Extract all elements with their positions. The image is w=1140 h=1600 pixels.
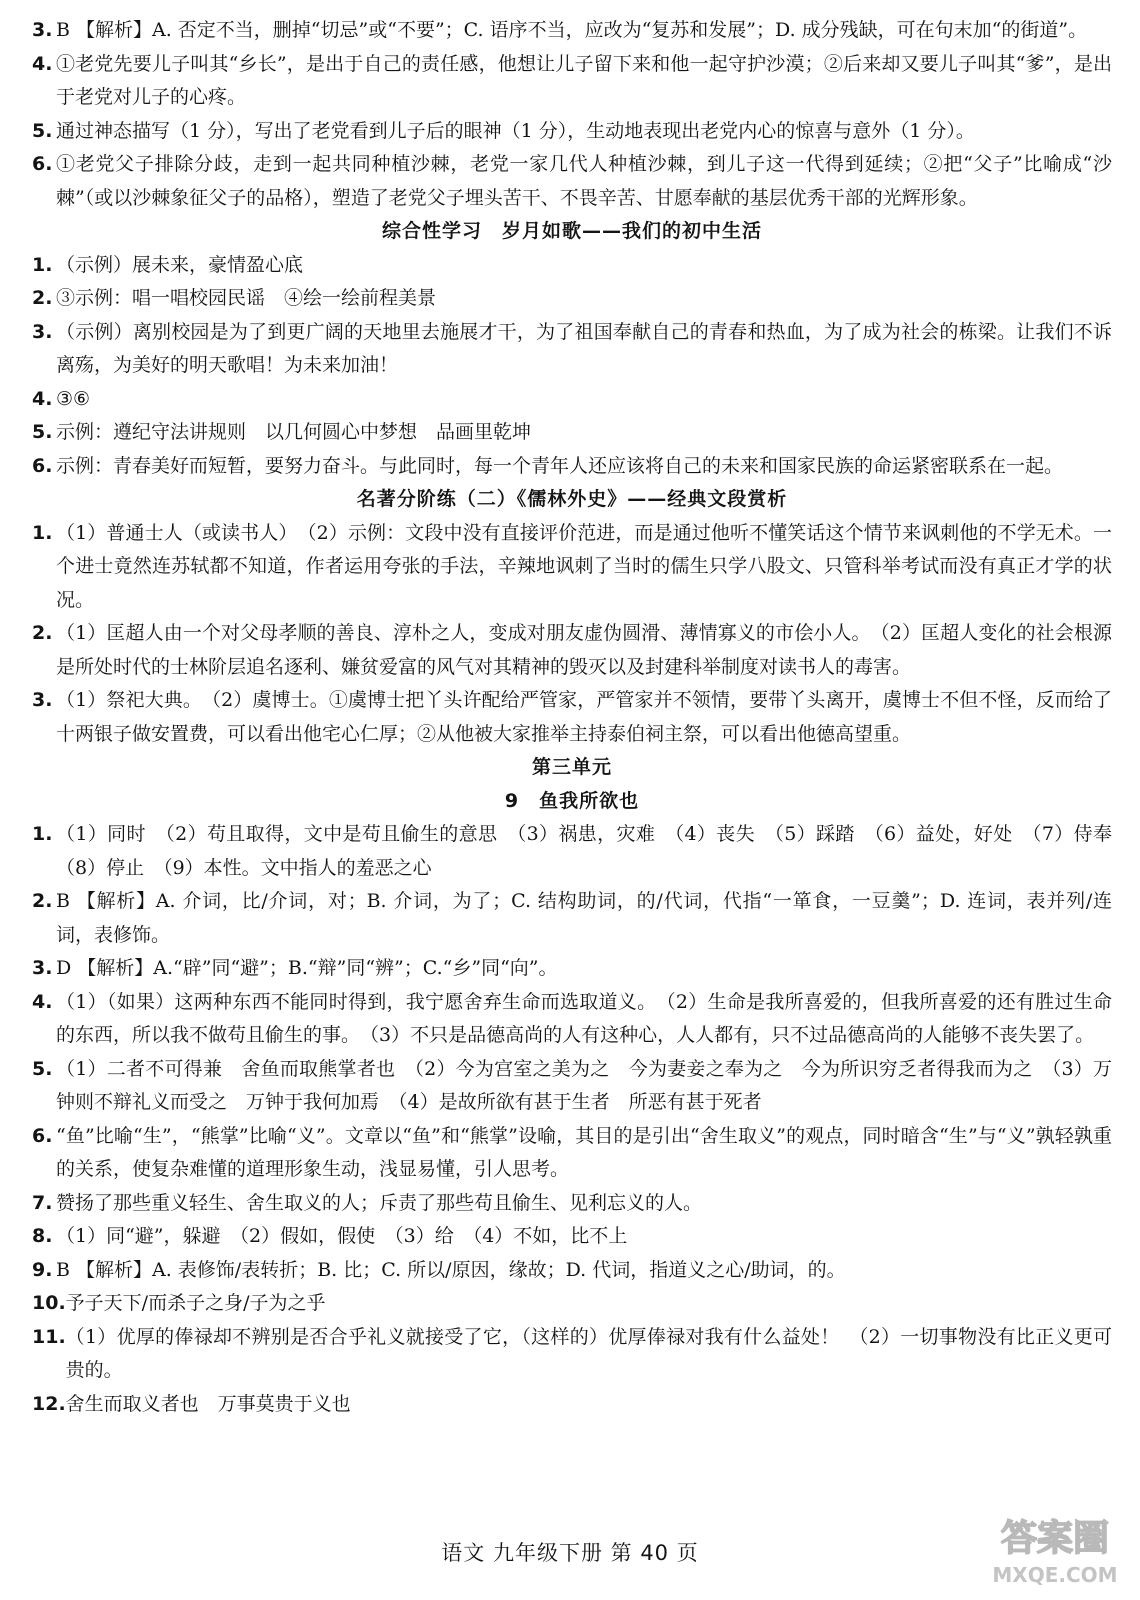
answer-number: 4. — [32, 990, 53, 1013]
answer-text: 予子天下/而杀子之身/子为之乎 — [65, 1292, 326, 1314]
answer-number: 5. — [32, 1057, 53, 1080]
answer-number: 7. — [32, 1191, 53, 1214]
answer-number: 1. — [32, 521, 53, 544]
answer-text: 示例：遵纪守法讲规则 以几何圆心中梦想 品画里乾坤 — [56, 421, 532, 443]
answer-text: B 【解析】A. 表修饰/表转折；B. 比；C. 所以/原因，缘故；D. 代词，指道义之心/助词，的。 — [56, 1258, 846, 1281]
answer-number: 4. — [32, 52, 53, 75]
answer-item — [32, 1187, 1112, 1221]
answer-number: 2. — [32, 890, 53, 912]
answer-item — [32, 1220, 1112, 1254]
page-footer — [0, 1537, 1140, 1567]
answer-item — [32, 952, 1112, 986]
watermark-text: 答案圈 — [1000, 1518, 1110, 1559]
answer-number: 2. — [32, 622, 53, 644]
answer-text: B 【解析】A. 介词，比/介词，对；B. 介词，为了；C. 结构助词，的/代词，代指“一箪食，一豆羹”；D. 连词，表并列/连词，表修饰。 — [56, 890, 1112, 946]
answer-text: （示例）离别校园是为了到更广阔的天地里去施展才干，为了祖国奉献自己的青春和热血，为了成为社会的栋梁。让我们不诉离殇，为美好的明天歌唱！为未来加油！ — [56, 320, 1112, 376]
answer-text: “鱼”比喻“生”，“熊掌”比喻“义”。文章以“鱼”和“熊掌”设喻，其目的是引出“舍生取义”的观点，同时暗含“生”与“义”孰轻孰重的关系，使复杂难懂的道理形象生动，浅显易懂，引人思考。 — [56, 1124, 1112, 1180]
answer-item — [32, 48, 1112, 115]
answer-item — [32, 316, 1112, 383]
answer-item — [32, 115, 1112, 149]
answer-item — [32, 416, 1112, 450]
answer-text: ①老党先要儿子叫其“乡长”，是出于自己的责任感，他想让儿子留下来和他一起守护沙漠；②后来却又要儿子叫其“爹”，是出于老党对儿子的心疼。 — [56, 52, 1112, 108]
answer-number: 6. — [32, 153, 53, 175]
answer-text: （示例）展未来，豪情盈心底 — [56, 253, 304, 276]
answer-number: 3. — [32, 19, 53, 41]
answer-text: （1）优厚的俸禄却不辨别是否合乎礼义就接受了它，（这样的）优厚俸禄对我有什么益处！ （2）一切事物没有比正义更可贵的。 — [65, 1325, 1112, 1381]
answer-text: （1）祭祀大典。 （2）虞博士。①虞博士把丫头许配给严管家，严管家并不领情，要带丫头离开，虞博士不但不怪，反而给了十两银子做安置费，可以看出他宅心仁厚；②从他被大家推举主持泰伯祠主祭，可以看出他德高望重。 — [56, 689, 1112, 745]
footer-grade: 九年级下册 — [492, 1541, 603, 1565]
answer-number: 5. — [32, 119, 53, 142]
lesson-title: 9 鱼我所欲也 — [504, 789, 640, 812]
answer-number: 5. — [32, 421, 53, 443]
answer-number: 3. — [32, 689, 53, 711]
answer-number: 1. — [32, 823, 53, 845]
answer-item — [32, 383, 1112, 417]
unit-title: 第三单元 — [531, 756, 612, 778]
watermark-url: MXQE.COM — [992, 1563, 1118, 1587]
answer-text: 示例：青春美好而短暂，要努力奋斗。与此同时，每一个青年人还应该将自己的未来和国家民族的命运紧密联系在一起。 — [56, 454, 1064, 477]
answer-item — [32, 1388, 1112, 1422]
answer-item — [32, 282, 1112, 316]
answer-item — [32, 885, 1112, 952]
answer-text: （1）普通士人（或读书人） （2）示例：文段中没有直接评价范进，而是通过他听不懂笑话这个情节来讽刺他的不学无术。一个进士竟然连苏轼都不知道，作者运用夸张的手法，辛辣地讽刺了当时的儒生只学八股文、只管科举考试而没有真正才学的状况。 — [56, 521, 1112, 611]
answer-number: 1. — [32, 253, 53, 276]
answer-item — [32, 517, 1112, 618]
integrated-learning-answers — [32, 249, 1112, 484]
section-title-integrated-learning: 综合性学习 岁月如歌——我们的初中生活 — [381, 220, 762, 242]
answer-item — [32, 986, 1112, 1053]
answer-item — [32, 818, 1132, 885]
answer-item — [32, 1053, 1112, 1120]
answer-number: 12. — [32, 1392, 66, 1415]
answer-number: 9. — [32, 1258, 53, 1281]
answer-text: ③示例：唱一唱校园民谣 ④绘一绘前程美景 — [56, 287, 437, 309]
section-title-classic-reading: 名著分阶练（二）《儒林外史》——经典文段赏析 — [356, 488, 788, 510]
answer-text: 舍生而取义者也 万事莫贵于义也 — [65, 1392, 351, 1415]
footer-subject: 语文 — [441, 1541, 486, 1565]
answer-item — [32, 450, 1112, 484]
answer-text: （1）（如果）这两种东西不能同时得到，我宁愿舍弃生命而选取道义。 （2）生命是我所喜爱的，但我所喜爱的还有胜过生命的东西，所以我不做苟且偷生的事。 （3）不只是品德高尚的人有这种心，人人都有，只不过品德高尚的人能够不丧失罢了。 — [56, 990, 1112, 1046]
answer-number: 6. — [32, 454, 53, 477]
answer-number: 6. — [32, 1124, 53, 1147]
lesson-answers — [32, 818, 1132, 1421]
answer-number: 8. — [32, 1225, 53, 1247]
answer-number: 10. — [32, 1292, 66, 1314]
answer-text: （1）同时 （2）苟且取得，文中是苟且偷生的意思 （3）祸患，灾难 （4）丧失 （5）踩踏 （6）益处，好处 （7）侍奉 （8）停止 （9）本性。文中指人的羞恶之心 — [56, 823, 1132, 879]
answer-text: B 【解析】A. 否定不当，删掉“切忌”或“不要”；C. 语序不当，应改为“复苏和发展”；D. 成分残缺，可在句末加“的街道”。 — [56, 19, 1088, 41]
answer-text: （1）二者不可得兼 舍鱼而取熊掌者也 （2）今为宫室之美为之 今为妻妾之奉为之 今为所识穷乏者得我而为之 （3）万钟则不辩礼义而受之 万钟于我何加焉 （4）是故所欲有甚于生者 所恶有甚于死者 — [56, 1057, 1112, 1113]
answer-text: ①老党父子排除分歧，走到一起共同种植沙棘，老党一家几代人种植沙棘，到儿子这一代得到延续；②把“父子”比喻成“沙棘”（或以沙棘象征父子的品格），塑造了老党父子埋头苦干、不畏辛苦、甘愿奉献的基层优秀干部的光辉形象。 — [56, 153, 1112, 209]
answer-item — [32, 1254, 1112, 1288]
answer-text: D 【解析】A.“辟”同“避”；B.“辩”同“辨”；C.“乡”同“向”。 — [56, 957, 558, 979]
answer-item — [32, 14, 1112, 48]
answer-text: （1）匡超人由一个对父母孝顺的善良、淳朴之人，变成对朋友虚伪圆滑、薄情寡义的市侩小人。 （2）匡超人变化的社会根源是所处时代的士林阶层追名逐利、嫌贫爱富的风气对其精神的毁灭以及封建科举制度对读书人的毒害。 — [56, 622, 1112, 678]
top-answers — [32, 14, 1112, 215]
answer-content — [32, 14, 1132, 1421]
answer-number: 3. — [32, 957, 53, 979]
answer-text: 通过神态描写（1 分），写出了老党看到儿子后的眼神（1 分），生动地表现出老党内心的惊喜与意外（1 分）。 — [56, 119, 975, 142]
answer-item — [32, 684, 1112, 751]
answer-number: 2. — [32, 287, 53, 309]
answer-text: （1）同“避”，躲避 （2）假如，假使 （3）给 （4）不如，比不上 — [56, 1225, 628, 1247]
answer-item — [32, 1120, 1112, 1187]
answer-item — [32, 1287, 1112, 1321]
answer-number: 3. — [32, 320, 53, 343]
answer-number: 11. — [32, 1325, 66, 1348]
watermark-logo — [988, 1498, 1122, 1594]
footer-page-number: 第 40 页 — [610, 1541, 699, 1565]
answer-text: ③⑥ — [56, 387, 91, 410]
answer-item — [32, 617, 1112, 684]
answer-item — [32, 1321, 1112, 1388]
answer-item — [32, 249, 1112, 283]
answer-item — [32, 148, 1112, 215]
classic-reading-answers — [32, 517, 1112, 752]
answer-text: 赞扬了那些重义轻生、舍生取义的人；斥责了那些苟且偷生、见利忘义的人。 — [56, 1191, 703, 1214]
answer-number: 4. — [32, 387, 53, 410]
